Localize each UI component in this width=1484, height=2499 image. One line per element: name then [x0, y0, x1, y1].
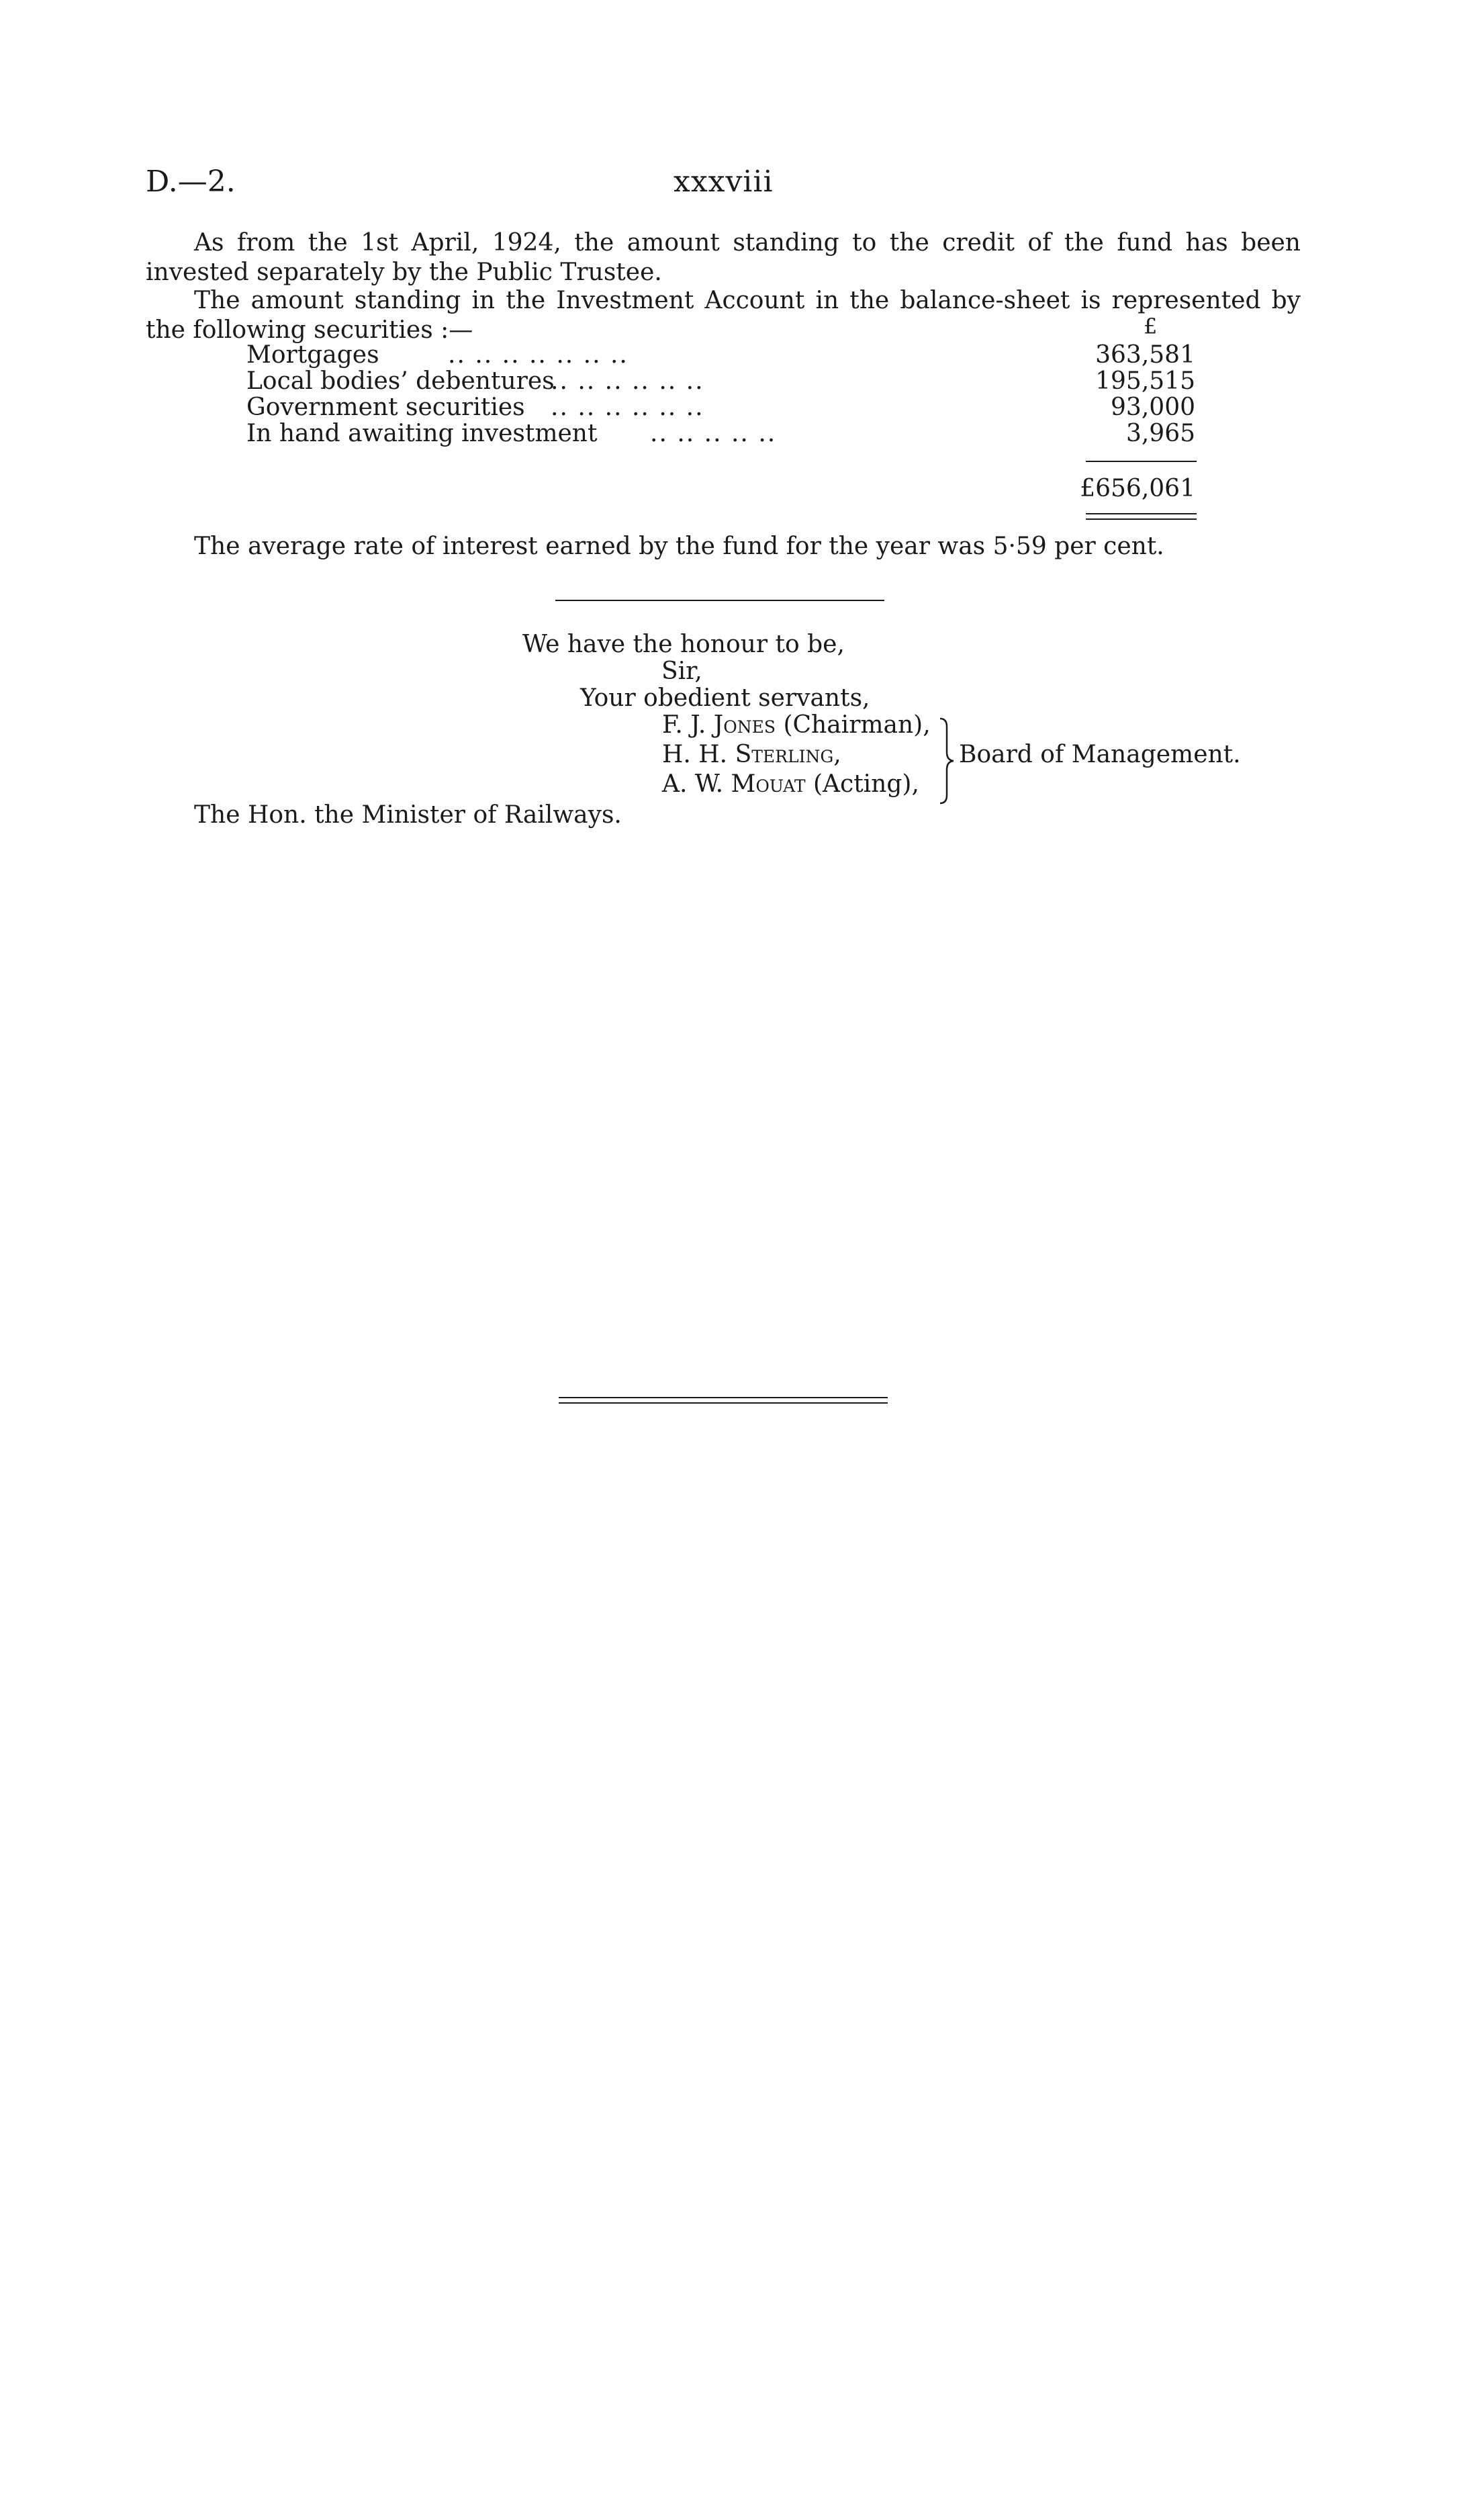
total-rule: [1086, 461, 1197, 462]
leader-dots: .. .. .. .. .. .. ..: [448, 341, 629, 369]
signatory-role: (Acting),: [813, 770, 919, 798]
table-row-amount: 363,581: [1095, 341, 1195, 369]
signatory-initials: A. W.: [662, 770, 724, 798]
signatory-surname: Sterling,: [735, 741, 841, 768]
signatory-role: (Chairman),: [783, 711, 931, 739]
end-double-rule: [559, 1397, 888, 1404]
signatory-surname: Jones: [713, 711, 776, 739]
table-row-amount: 195,515: [1095, 367, 1195, 395]
right-brace-icon: [939, 717, 956, 805]
signatory-initials: H. H.: [662, 741, 728, 768]
closing-servants: Your obedient servants,: [580, 684, 870, 712]
paragraph-securities-intro: The amount standing in the Investment Account in the balance-sheet is represented by the following securities :—: [146, 287, 1301, 344]
document-reference: D.—2.: [146, 165, 236, 199]
closing-line: We have the honour to be,: [522, 631, 845, 658]
paragraph-investment: As from the 1st April, 1924, the amount standing to the credit of the fund has been invested separately by the Public Trustee.: [146, 229, 1301, 286]
table-row-label: Government securities: [246, 394, 525, 421]
total-double-rule: [1086, 513, 1197, 520]
board-label: Board of Management.: [959, 741, 1241, 768]
section-divider: [555, 600, 884, 601]
table-total: £656,061: [1080, 475, 1195, 502]
table-row-label: In hand awaiting investment: [246, 420, 598, 447]
leader-dots: .. .. .. .. ..: [650, 420, 777, 447]
table-row-label: Local bodies’ debentures: [246, 367, 555, 395]
addressee: The Hon. the Minister of Railways.: [194, 801, 622, 829]
table-row-label: Mortgages: [246, 341, 379, 369]
page-number: xxxviii: [674, 165, 774, 199]
signatory-initials: F. J.: [662, 711, 706, 739]
signatory-surname: Mouat: [731, 770, 806, 798]
table-row-amount: 93,000: [1111, 394, 1195, 421]
signatory: [662, 711, 931, 740]
signatory: [662, 740, 841, 770]
currency-header: £: [1144, 314, 1158, 339]
table-row-amount: 3,965: [1125, 420, 1195, 447]
interest-note: The average rate of interest earned by the fund for the year was 5·59 per cent.: [194, 533, 1164, 560]
leader-dots: .. .. .. .. .. ..: [551, 367, 704, 395]
salutation: Sir,: [661, 657, 702, 685]
leader-dots: .. .. .. .. .. ..: [551, 394, 704, 421]
signatory: [662, 770, 919, 799]
